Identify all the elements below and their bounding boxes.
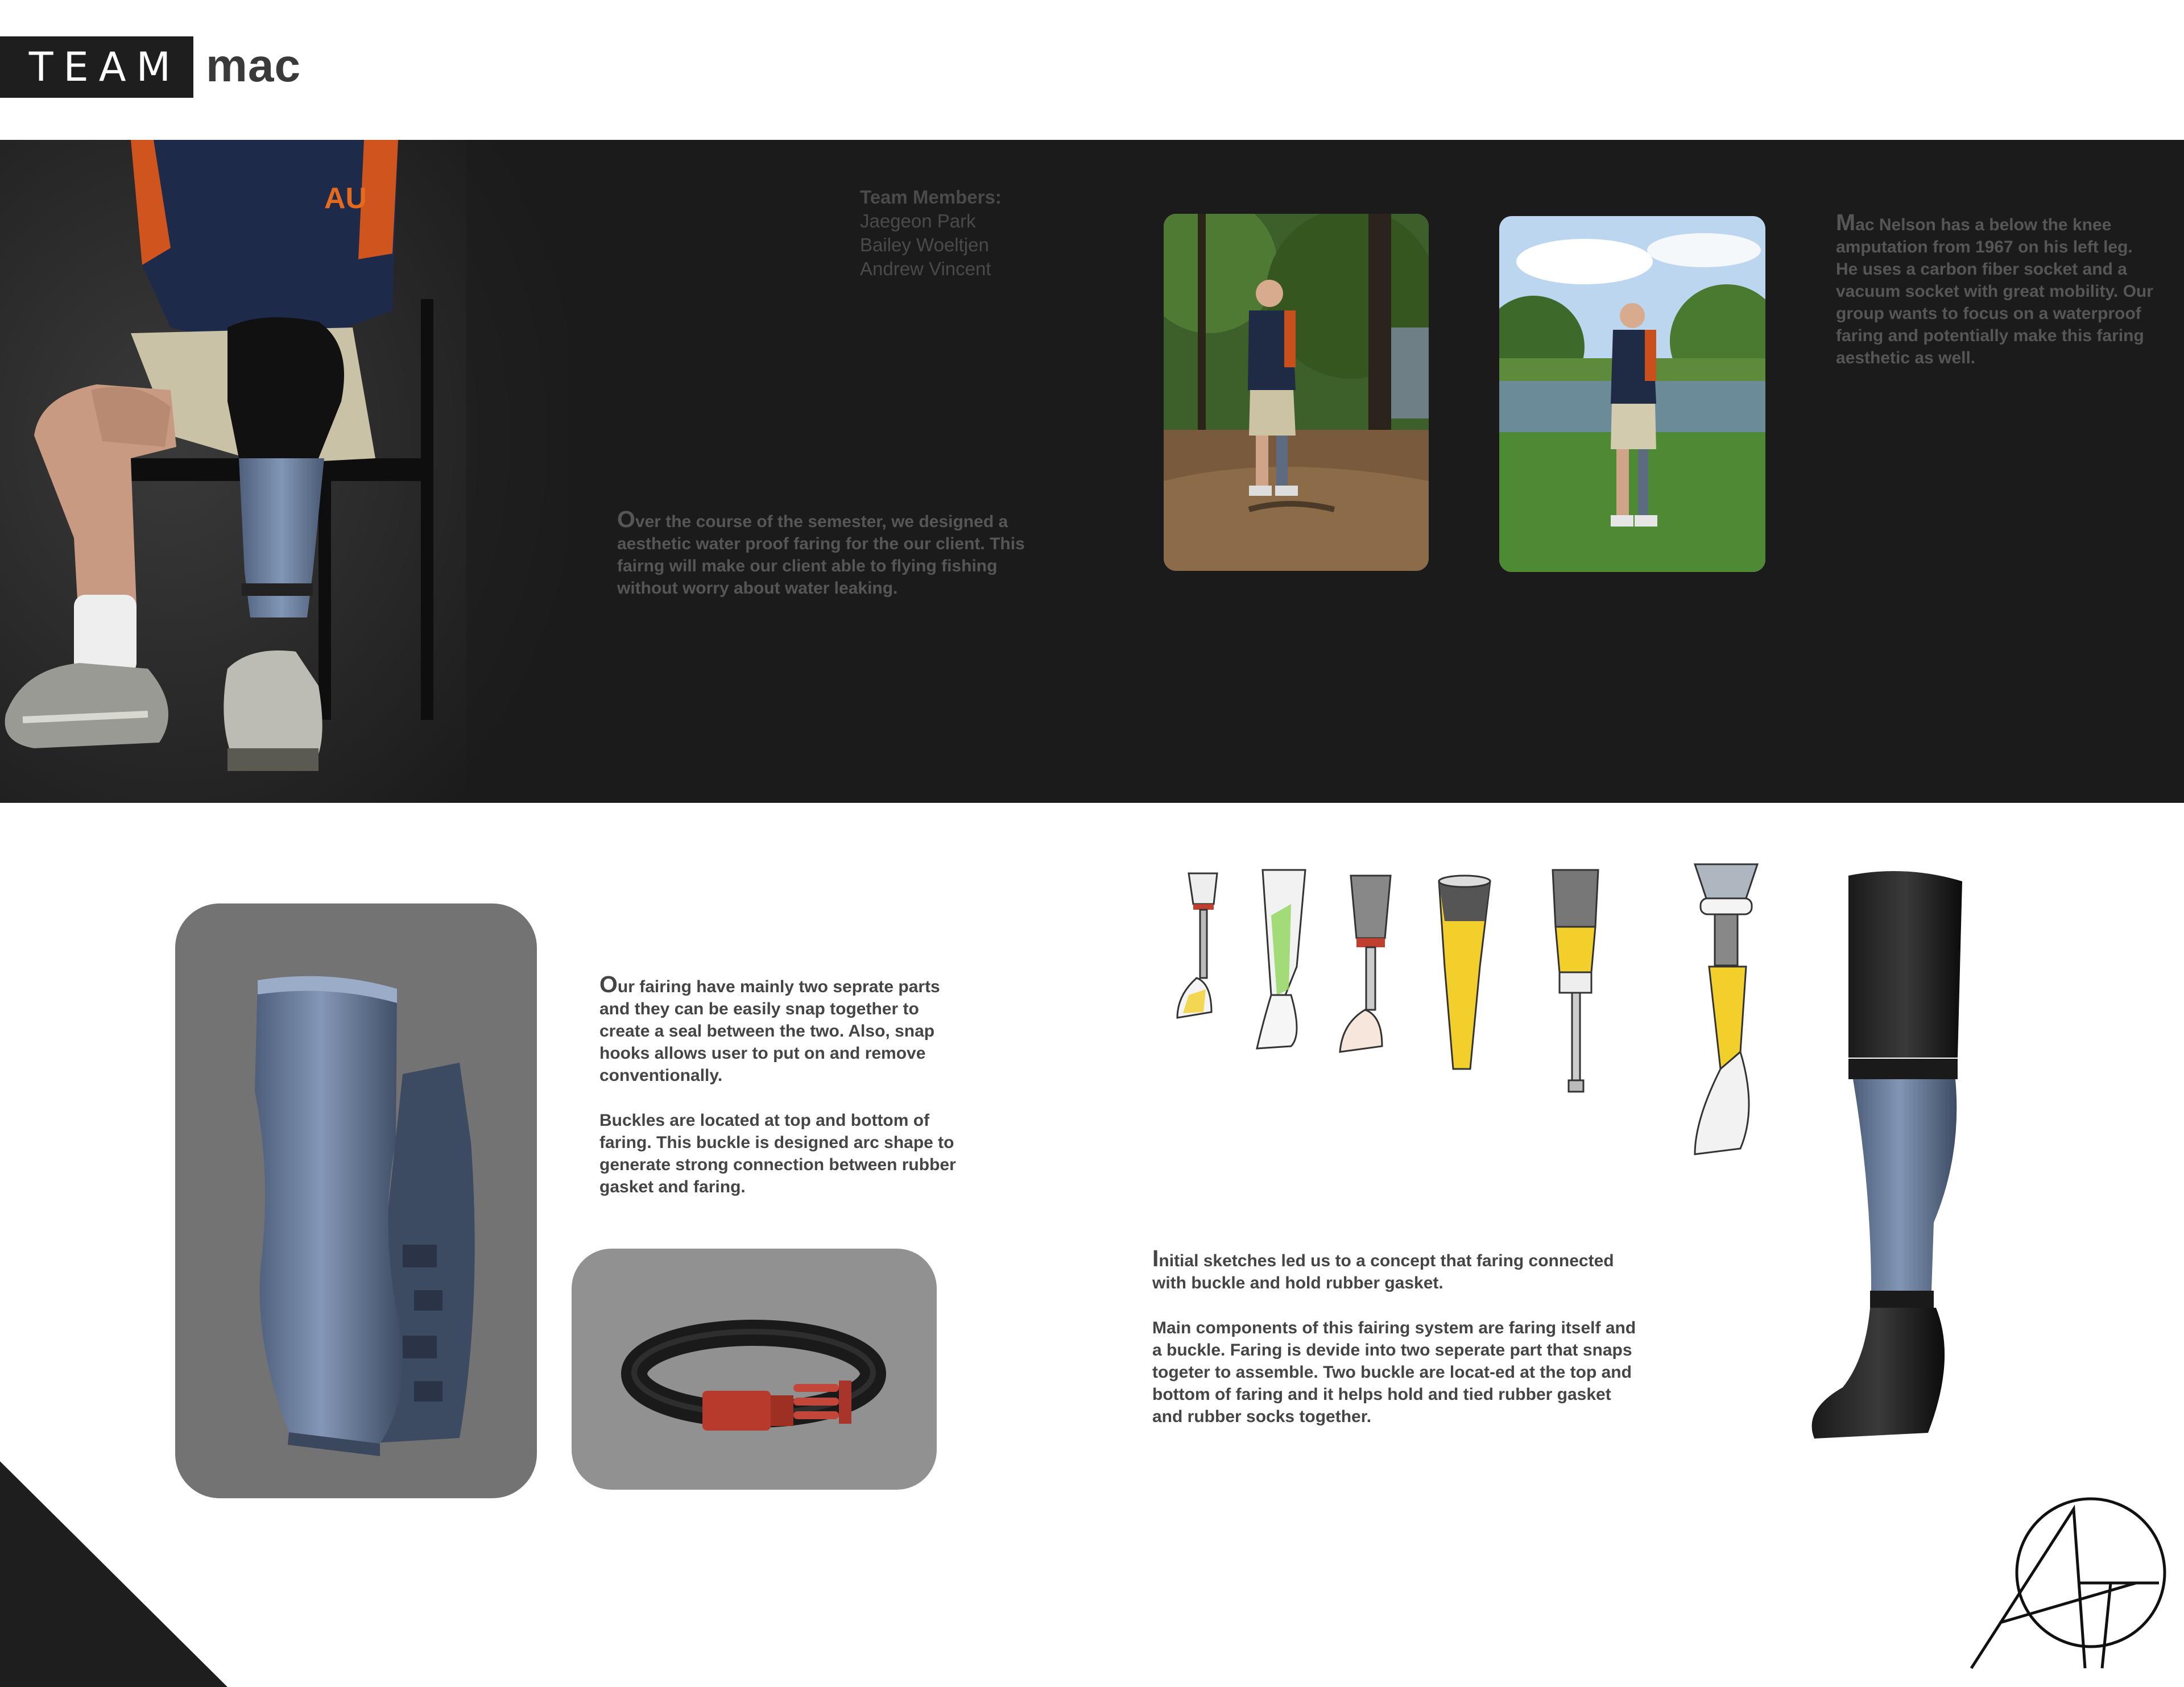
fairing-final-render — [1792, 870, 1996, 1484]
team-member-name: Bailey Woeltjen — [860, 234, 989, 255]
team-label: TEAM — [28, 44, 181, 90]
team-name: mac — [206, 40, 301, 92]
fairing-description — [599, 973, 969, 1221]
hero-band — [0, 140, 2184, 803]
drop-cap: O — [617, 506, 635, 532]
concept-paragraph-1: Initial sketches led us to a concept that faring connected with buckle and hold rubber gasket. — [1152, 1245, 1614, 1292]
sketch-2 — [1257, 870, 1305, 1048]
buckle-render-card — [572, 1249, 937, 1490]
team-member-name: Jaegeon Park — [860, 210, 976, 231]
client-seated-photo — [0, 140, 569, 803]
corner-triangle-decoration — [0, 1461, 228, 1687]
client-pond-photo — [1499, 216, 1765, 572]
at-monogram-logo — [1966, 1492, 2170, 1674]
fairing-render-card — [175, 903, 537, 1498]
concept-paragraph-2: Main components of this fairing system are faring itself and a buckle. Faring is devide into two seperate part that snaps togeter to assemble. Two buckle are locat-ed at the top and bottom of faring and it helps hold and tied rubber gasket and rubber socks together. — [1152, 1319, 1636, 1426]
sketch-6 — [1695, 864, 1757, 1154]
drop-cap: M — [1836, 209, 1856, 235]
buckle-render — [572, 1249, 937, 1490]
team-members — [860, 185, 1002, 281]
concept-description — [1152, 1247, 1641, 1450]
fairing-paragraph-2: Buckles are located at top and bottom of faring. This buckle is designed arc shape to generate strong connection between rubber gasket and faring. — [599, 1111, 956, 1196]
concept-sketches — [1155, 853, 1792, 1171]
fairing-paragraph-1: Our fairing have mainly two seprate parts and they can be easily snap together to create a seal between the two. Also, snap hooks allows user to put on and remove conventionally. — [599, 971, 940, 1085]
team-label-box — [0, 36, 193, 98]
client-bio-paragraph: Mac Nelson has a below the knee amputation from 1967 on his left leg. He uses a carbon fiber socket and a vacuum socket with great mobility. Our group wants to focus on a waterproof faring and potentially make this faring aesthetic as well. — [1836, 209, 2153, 367]
fairing-parts-render — [175, 903, 537, 1498]
sketch-3 — [1340, 876, 1391, 1052]
team-member-name: Andrew Vincent — [860, 258, 991, 279]
intro-paragraph: Over the course of the semester, we designed a aesthetic water proof faring for the our client. This fairng will make our client able to flying fishing without worry about water leaking. — [617, 506, 1025, 598]
svg-text:AU: AU — [324, 182, 367, 215]
sketch-4 — [1439, 876, 1490, 1069]
sketch-5 — [1553, 870, 1598, 1092]
client-woods-photo — [1164, 214, 1429, 571]
drop-cap: O — [599, 971, 618, 997]
sketch-1 — [1177, 873, 1217, 1018]
drop-cap: I — [1152, 1245, 1159, 1271]
team-members-title: Team Members: — [860, 186, 1002, 208]
